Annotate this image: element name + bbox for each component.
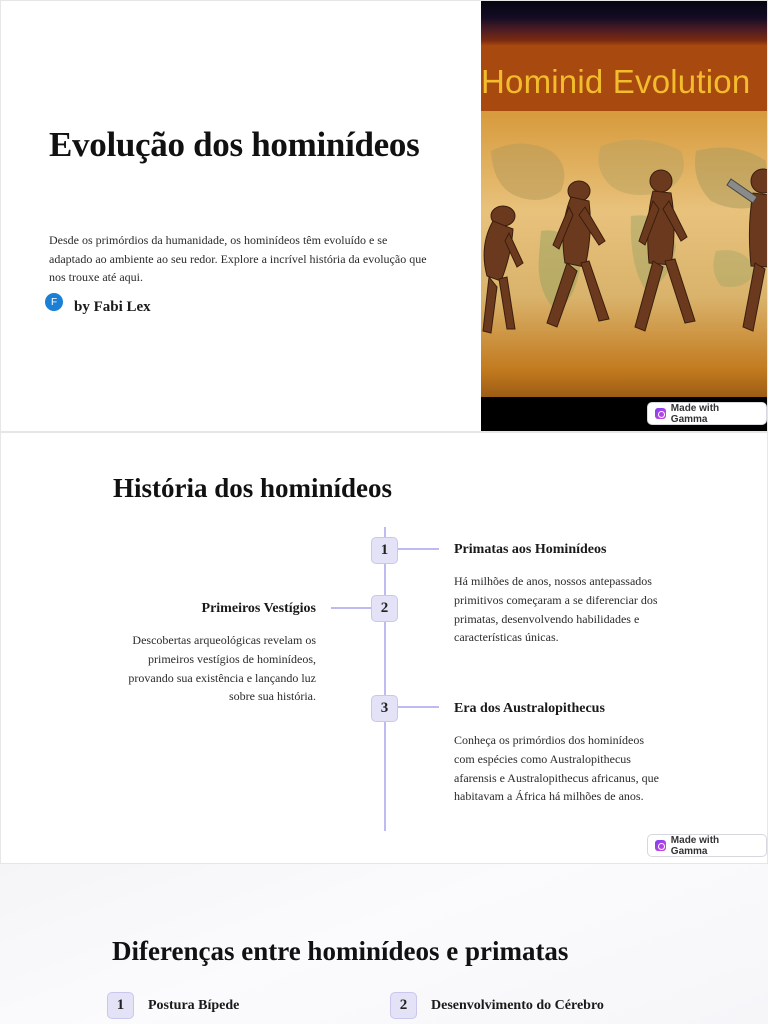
item-number-badge: 2 xyxy=(390,992,417,1019)
made-with-gamma-badge[interactable] xyxy=(647,834,767,857)
author-avatar[interactable]: F xyxy=(45,293,63,311)
gamma-logo-icon xyxy=(655,408,666,419)
history-slide xyxy=(0,432,768,864)
badge-label: Made with Gamma xyxy=(670,834,720,857)
made-with-gamma-badge[interactable] xyxy=(647,402,767,425)
step-title: Primeiros Vestígios xyxy=(201,601,316,616)
step-text: Há milhões de anos, nossos antepassados primitivos começaram a se diferenciar dos primatas, desenvolvendo habilidades e características únicas. xyxy=(454,574,658,645)
badge-label: Made with Gamma xyxy=(670,402,720,425)
step-text: Conheça os primórdios dos hominídeos com espécies como Australopithecus afarensis e Australopithecus africanus, que habitavam a África há milhões de anos. xyxy=(454,733,659,804)
difference-item xyxy=(390,992,604,1019)
slide-title: História dos hominídeos xyxy=(113,473,393,503)
step-number-badge: 3 xyxy=(371,695,398,722)
timeline-axis xyxy=(384,527,386,831)
step-number-badge: 2 xyxy=(371,595,398,622)
item-label: Postura Bípede xyxy=(148,997,240,1013)
item-number-badge: 1 xyxy=(107,992,134,1019)
step-text: Descobertas arqueológicas revelam os primeiros vestígios de hominídeos, provando sua existência e lançando luz sobre sua história. xyxy=(128,633,316,704)
item-label: Desenvolvimento do Cérebro xyxy=(431,997,604,1013)
title-slide xyxy=(0,0,768,432)
slide-title: Evolução dos hominídeos xyxy=(49,125,420,164)
slide-description: Desde os primórdios da humanidade, os hominídeos têm evoluído e se adaptado ao ambiente ao seu redor. Explore a incrível história da evolução que nos trouxe até aqui. xyxy=(49,233,427,285)
differences-slide xyxy=(0,864,768,1024)
hero-caption: Hominid Evolution xyxy=(481,63,751,100)
hero-image xyxy=(481,1,768,432)
step-title: Era dos Australopithecus xyxy=(454,701,605,716)
slide-title: Diferenças entre hominídeos e primatas xyxy=(112,936,569,966)
gamma-logo-icon xyxy=(655,840,666,851)
step-title: Primatas aos Hominídeos xyxy=(454,542,607,557)
step-number-badge: 1 xyxy=(371,537,398,564)
difference-item xyxy=(107,992,239,1019)
author-byline: by Fabi Lex xyxy=(74,299,151,315)
